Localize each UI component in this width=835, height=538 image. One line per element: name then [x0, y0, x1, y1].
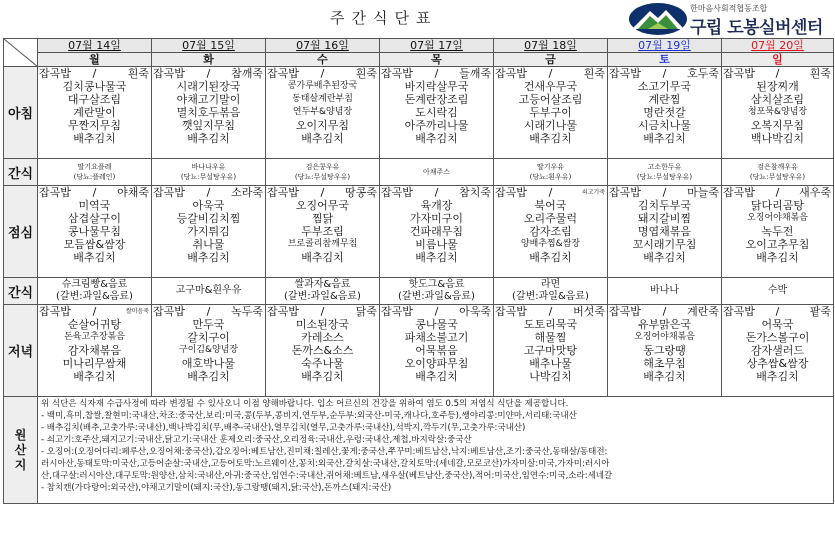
dish-item: 갈치구이	[187, 331, 230, 344]
rice-porridge-line	[38, 67, 151, 80]
lunch-cell	[38, 186, 152, 278]
dish-item: 비름나물	[415, 238, 458, 251]
rice-porridge-line	[608, 186, 721, 199]
dish-item: 닭다리곰탕	[750, 199, 805, 212]
porridge-label: 아욱죽	[459, 305, 491, 318]
separator: /	[434, 186, 439, 199]
snack-item: 바나나	[650, 285, 679, 296]
dish-item: 동그랑땡	[643, 344, 686, 357]
rice-label: 잡곡밥	[267, 67, 299, 80]
dish-item: 오리주물럭	[523, 212, 578, 225]
breakfast-cell	[494, 67, 608, 159]
separator: /	[320, 305, 325, 318]
separator: /	[320, 186, 325, 199]
lunch-cell	[380, 186, 494, 278]
dish-item: 콩가루배추된장국	[287, 81, 358, 91]
dish-item: 육개장	[420, 199, 453, 212]
dish-item: 시금치나물	[637, 119, 692, 132]
porridge-label: 들깨죽	[459, 67, 491, 80]
snack-alt: (당뇨:플레인)	[73, 173, 116, 181]
rice-porridge-line	[266, 305, 379, 318]
dish-item: 배추김치	[73, 132, 116, 145]
separator: /	[206, 67, 211, 80]
separator: /	[548, 67, 553, 80]
origin-line: - 배추김치(배추,고춧가루:국내산),백나박김치(무,배추-국내산),열무김치(열무,고춧가루:국내산),석박지,깍두기(무,고춧가루:국내산)	[41, 423, 526, 433]
dish-item: 김치두부국	[637, 199, 692, 212]
page-title: 주간식단표	[330, 9, 438, 27]
porridge-label: 흰죽	[583, 67, 605, 80]
rice-label: 잡곡밥	[723, 186, 755, 199]
dish-item: 배추김치	[643, 251, 686, 264]
rice-label: 잡곡밥	[381, 186, 413, 199]
lunch-cell	[152, 186, 266, 278]
separator: /	[662, 305, 667, 318]
rice-label: 잡곡밥	[723, 305, 755, 318]
dish-item: 배추김치	[415, 251, 458, 264]
dish-item: 만두국	[192, 318, 225, 331]
rice-porridge-line	[722, 186, 833, 199]
rice-label: 잡곡밥	[267, 186, 299, 199]
porridge-label: 새우죽	[799, 186, 831, 199]
porridge-label: 닭죽	[355, 305, 377, 318]
porridge-label: 쌀미음죽	[125, 308, 149, 315]
snack-item: 고소한두유	[647, 163, 682, 171]
dish-item: 양배추찜&쌈장	[520, 239, 581, 249]
dish-item: 찜닭	[311, 212, 334, 225]
dish-item: 브로콜리참깨무침	[287, 239, 358, 249]
snack-item: 검은참깨우유	[757, 163, 798, 171]
dinner-cell	[38, 305, 152, 397]
dish-item: 야채고기말이	[176, 93, 241, 106]
dish-item: 배추김치	[529, 132, 572, 145]
snack_am-cell	[608, 159, 722, 186]
dish-item: 연두부&양념장	[292, 107, 353, 117]
snack-alt: (갈변:과일&음료)	[284, 291, 361, 302]
date-tue: 07월 15일	[152, 39, 266, 53]
dish-item: 돼지갈비찜	[637, 212, 692, 225]
rice-porridge-line	[494, 186, 607, 199]
dinner-cell	[722, 305, 834, 397]
dish-item: 배추김치	[187, 370, 230, 383]
dish-item: 나박김치	[529, 370, 572, 383]
snack-alt: (당뇨:무설탕우유)	[749, 173, 806, 181]
snack-alt: (갈변:과일&음료)	[398, 291, 475, 302]
separator: /	[662, 186, 667, 199]
porridge-label: 참치죽	[459, 186, 491, 199]
rice-porridge-line	[152, 305, 265, 318]
separator: /	[206, 305, 211, 318]
dinner-cell	[266, 305, 380, 397]
origin-line: - 참치캔(가다랑어:외국산),야채고기말이(돼지:국산),동그랑땡(돼지,닭:국산),돈까스(돼지:국산)	[41, 483, 392, 493]
lunch-cell	[266, 186, 380, 278]
origin-label-char: 지	[14, 457, 27, 472]
porridge-label: 흰죽	[809, 67, 831, 80]
rice-porridge-line	[608, 67, 721, 80]
dish-item: 대구살조림	[67, 93, 122, 106]
snack_pm-cell	[266, 278, 380, 305]
snack-item: 고구마&흰우유	[175, 285, 242, 296]
dish-item: 등갈비김치찜	[176, 212, 241, 225]
weekday-fri: 금	[494, 53, 608, 67]
snack_pm-cell	[38, 278, 152, 305]
dish-item: 돈육고추장볶음	[64, 332, 125, 342]
dish-item: 미나리무쌈채	[62, 357, 127, 370]
dish-item: 배추김치	[301, 370, 344, 383]
porridge-label: 흰죽	[127, 67, 149, 80]
snack_am-cell	[494, 159, 608, 186]
separator: /	[775, 67, 780, 80]
dish-item: 감자조림	[529, 225, 572, 238]
dish-item: 카레소스	[301, 331, 344, 344]
dish-item: 해초무침	[643, 357, 686, 370]
separator: /	[206, 186, 211, 199]
meal-label-snack-pm: 간식	[4, 278, 38, 305]
origin-line: 러시아산,동태토막:미국산,고등어순살:국내산,고등어토막:노르웨이산,꽁치:외국산,갈치살:국내산,갈치토막:(세네갈,모로코산)가자미살:미국,가자미:러시아	[41, 459, 610, 469]
rice-label: 잡곡밥	[381, 67, 413, 80]
weekday-thu: 목	[380, 53, 494, 67]
origin-label	[4, 397, 38, 504]
meal-label-breakfast: 아침	[4, 67, 38, 159]
dish-item: 깻잎지무침	[181, 119, 236, 132]
mountain-logo-icon	[628, 2, 688, 36]
dish-item: 건새우무국	[523, 80, 578, 93]
rice-label: 잡곡밥	[153, 186, 185, 199]
rice-label: 잡곡밥	[609, 305, 641, 318]
dish-item: 무짠지무침	[67, 119, 122, 132]
rice-label: 잡곡밥	[609, 67, 641, 80]
snack_pm-cell	[608, 278, 722, 305]
dish-item: 배추김치	[756, 251, 799, 264]
snack-item: 수박	[767, 285, 788, 296]
dish-item: 해물찜	[534, 331, 567, 344]
breakfast-cell	[722, 67, 834, 159]
rice-label: 잡곡밥	[723, 67, 755, 80]
rice-label: 잡곡밥	[39, 67, 71, 80]
dish-item: 상추쌈&쌈장	[746, 357, 809, 370]
dish-item: 시래기된장국	[176, 80, 241, 93]
separator: /	[92, 67, 97, 80]
diagonal-line	[4, 39, 38, 67]
dish-item: 배추김치	[301, 132, 344, 145]
meal-label-lunch: 점심	[4, 186, 38, 278]
snack-alt: (당뇨:무설탕우유)	[636, 173, 693, 181]
dish-item: 배추김치	[643, 132, 686, 145]
separator: /	[434, 305, 439, 318]
rice-porridge-line	[494, 67, 607, 80]
dish-item: 배추김치	[415, 132, 458, 145]
porridge-label: 땅콩죽	[345, 186, 377, 199]
snack-item: 검은콩우유	[305, 163, 340, 171]
origin-line: - 백미,흑미,찹쌀,찰현미:국내산,차조:중국산,보리:미국,콩(두부,콩비지,연두부,순두부:외국산-미국,캐나다,호주등),쌩야리콩:미얀마,서리태:국내산	[41, 411, 577, 421]
date-thu: 07월 17일	[380, 39, 494, 53]
dish-item: 소고기무국	[637, 80, 692, 93]
rice-porridge-line	[38, 186, 151, 199]
weekday-tue: 화	[152, 53, 266, 67]
snack-item: 딸기요플레	[77, 163, 112, 171]
separator: /	[662, 67, 667, 80]
date-fri: 07월 18일	[494, 39, 608, 53]
snack_am-cell	[722, 159, 834, 186]
separator: /	[548, 186, 553, 199]
rice-porridge-line	[380, 186, 493, 199]
dinner-cell	[380, 305, 494, 397]
dish-item: 북어국	[534, 199, 567, 212]
dish-item: 건파래무침	[409, 225, 464, 238]
rice-porridge-line	[722, 305, 833, 318]
dish-item: 도토리묵국	[523, 318, 578, 331]
snack-item: 슈크림빵&음료	[61, 279, 128, 290]
dish-item: 청포묵&양념장	[747, 107, 808, 117]
origin-label-char: 원	[14, 427, 27, 442]
dish-item: 백나박김치	[750, 132, 805, 145]
dish-item: 배추나물	[529, 357, 572, 370]
dish-item: 콩나물무침	[67, 225, 122, 238]
dish-item: 오복지무침	[750, 119, 805, 132]
dish-item: 도시락김	[415, 106, 458, 119]
snack-item: 쌀과자&음료	[294, 279, 351, 290]
rice-label: 잡곡밥	[495, 186, 527, 199]
origin-line: 위 식단은 식자재 수급사정에 따라 변경될 수 있사오니 이점 양해바랍니다. 입소 어르신의 건강을 위하여 염도 0.5의 저염식 식단을 제공합니다.	[41, 399, 569, 409]
lunch-cell	[608, 186, 722, 278]
weekday-wed: 수	[266, 53, 380, 67]
dish-item: 어묵국	[761, 318, 794, 331]
dish-item: 오이지무침	[295, 119, 350, 132]
snack-item: 바나나우유	[191, 163, 226, 171]
logo-name: 구립 도봉실버센터	[690, 18, 823, 38]
dish-item: 배추김치	[187, 251, 230, 264]
porridge-label: 호두죽	[687, 67, 719, 80]
dish-item: 유부맑은국	[637, 318, 692, 331]
snack-item: 아채주스	[422, 168, 451, 176]
dish-item: 콩나물국	[415, 318, 458, 331]
dish-item: 오징어무국	[295, 199, 350, 212]
dish-item: 애호박나물	[181, 357, 236, 370]
rice-label: 잡곡밥	[39, 186, 71, 199]
dish-item: 어묵볶음	[415, 344, 458, 357]
date-wed: 07월 16일	[266, 39, 380, 53]
dish-item: 동태살계란부침	[292, 94, 353, 104]
rice-porridge-line	[608, 305, 721, 318]
meal-label-snack-am: 간식	[4, 159, 38, 186]
rice-label: 잡곡밥	[267, 305, 299, 318]
dish-item: 두부구이	[529, 106, 572, 119]
dish-item: 순살어귀탕	[67, 318, 122, 331]
rice-porridge-line	[152, 186, 265, 199]
dish-item: 배추김치	[529, 251, 572, 264]
dish-item: 시래기나물	[523, 119, 578, 132]
dish-item: 계란말이	[73, 106, 116, 119]
breakfast-cell	[152, 67, 266, 159]
dish-item: 가지튀김	[187, 225, 230, 238]
porridge-label: 버섯죽	[573, 305, 605, 318]
breakfast-cell	[380, 67, 494, 159]
breakfast-cell	[266, 67, 380, 159]
porridge-label: 쇠고기죽	[581, 189, 605, 196]
rice-label: 잡곡밥	[495, 67, 527, 80]
separator: /	[775, 305, 780, 318]
dinner-cell	[152, 305, 266, 397]
rice-label: 잡곡밥	[153, 67, 185, 80]
porridge-label: 참깨죽	[231, 67, 263, 80]
snack_am-cell	[380, 159, 494, 186]
snack_pm-cell	[722, 278, 834, 305]
lunch-cell	[722, 186, 834, 278]
separator: /	[434, 67, 439, 80]
dish-item: 미역국	[78, 199, 111, 212]
dish-item: 녹두전	[761, 225, 794, 238]
weekday-sat: 토	[608, 53, 722, 67]
dish-item: 배추김치	[73, 251, 116, 264]
dish-item: 배추김치	[756, 370, 799, 383]
separator: /	[92, 186, 97, 199]
dish-item: 삼치살조림	[750, 93, 805, 106]
dish-item: 고등어살조림	[518, 93, 583, 106]
origin-label-char: 산	[14, 442, 27, 457]
snack_am-cell	[38, 159, 152, 186]
dish-item: 숙주나물	[301, 357, 344, 370]
snack-alt: (당뇨:무설탕우유)	[294, 173, 351, 181]
rice-label: 잡곡밥	[495, 305, 527, 318]
dish-item: 가자미구이	[409, 212, 464, 225]
snack-alt: (당뇨:흰우유)	[529, 173, 572, 181]
dish-item: 아주까리나물	[404, 119, 469, 132]
origin-notes	[38, 397, 834, 504]
corner-cell	[4, 39, 38, 67]
separator: /	[775, 186, 780, 199]
snack_pm-cell	[152, 278, 266, 305]
dish-item: 오징어야채볶음	[634, 332, 695, 342]
weekday-mon: 월	[38, 53, 152, 67]
porridge-label: 소라죽	[231, 186, 263, 199]
dish-item: 두부조림	[301, 225, 344, 238]
dish-item: 명란젓갈	[643, 106, 686, 119]
porridge-label: 계란죽	[687, 305, 719, 318]
dinner-cell	[608, 305, 722, 397]
rice-porridge-line	[722, 67, 833, 80]
weekday-sun: 일	[722, 53, 834, 67]
origin-line: 산,대구살:러시아산,대구토막:원양산,삼치:국내산,아귀:중국산,임연수:국내산,쥐어채:베트남,새우살(베트남산,중국산),적어:미국산,임연수:미국,소라:세네갈	[41, 471, 613, 481]
weekly-menu-table	[3, 38, 834, 504]
rice-label: 잡곡밥	[609, 186, 641, 199]
dish-item: 삼겹살구이	[67, 212, 122, 225]
lunch-cell	[494, 186, 608, 278]
dish-item: 오징어야채볶음	[747, 213, 808, 223]
rice-label: 잡곡밥	[153, 305, 185, 318]
snack-item: 핫도그&음료	[408, 279, 465, 290]
snack_pm-cell	[494, 278, 608, 305]
dish-item: 멸치호두볶음	[176, 106, 241, 119]
dish-item: 돈가스볼구이	[745, 331, 810, 344]
dish-item: 배추김치	[643, 370, 686, 383]
porridge-label: 팥죽	[809, 305, 831, 318]
porridge-label: 마늘죽	[687, 186, 719, 199]
dish-item: 아욱국	[192, 199, 225, 212]
snack-alt: (당뇨:무설탕우유)	[180, 173, 237, 181]
dish-item: 명엽채볶음	[637, 225, 692, 238]
dish-item: 꼬시래기무침	[632, 238, 697, 251]
dish-item: 배추김치	[415, 370, 458, 383]
snack-alt: (갈변:과일&음료)	[56, 291, 133, 302]
dish-item: 배추김치	[73, 370, 116, 383]
dinner-cell	[494, 305, 608, 397]
dish-item: 구이김&양념장	[178, 345, 239, 355]
rice-porridge-line	[152, 67, 265, 80]
rice-porridge-line	[266, 67, 379, 80]
rice-porridge-line	[266, 186, 379, 199]
date-sat: 07월 19일	[608, 39, 722, 53]
snack_am-cell	[266, 159, 380, 186]
separator: /	[320, 67, 325, 80]
rice-porridge-line	[494, 305, 607, 318]
dish-item: 감자샐러드	[750, 344, 805, 357]
porridge-label: 흰죽	[355, 67, 377, 80]
origin-line: - 쇠고기:호주산,돼지고기:국내산,닭고기:국내산 훈제오리:중국산,오리정육:국내산,우렁:국내산,제첩,바지락살:중국산	[41, 435, 472, 445]
snack-item: 딸기우유	[536, 163, 565, 171]
dish-item: 오이양파무침	[404, 357, 469, 370]
breakfast-cell	[608, 67, 722, 159]
dish-item: 감자채볶음	[67, 344, 122, 357]
rice-label: 잡곡밥	[39, 305, 71, 318]
dish-item: 김치콩나물국	[62, 80, 127, 93]
origin-line: - 오징어:(오징어다리:페루산,오징어채:중국산),갑오징어:베트남산,진미채:칠레산,꽃게:중국산,쭈꾸미:베트남산,낙지:베트남산,조기:중국산,동태살/동태전:	[41, 447, 608, 457]
dish-item: 파채소불고기	[404, 331, 469, 344]
dish-item: 오이고추무침	[745, 238, 810, 251]
separator: /	[92, 305, 97, 318]
dish-item: 모듬쌈&쌈장	[63, 238, 126, 251]
snack-item: 라면	[540, 279, 561, 290]
snack_pm-cell	[380, 278, 494, 305]
dish-item: 미소된장국	[295, 318, 350, 331]
meal-label-dinner: 저녁	[4, 305, 38, 397]
porridge-label: 야채죽	[117, 186, 149, 199]
dish-item: 배추김치	[187, 132, 230, 145]
dish-item: 배추김치	[301, 251, 344, 264]
porridge-label: 녹두죽	[231, 305, 263, 318]
dish-item: 계란찜	[648, 93, 681, 106]
date-mon: 07월 14일	[38, 39, 152, 53]
center-logo	[628, 2, 833, 36]
breakfast-cell	[38, 67, 152, 159]
rice-porridge-line	[38, 305, 151, 318]
snack_am-cell	[152, 159, 266, 186]
dish-item: 취나물	[192, 238, 225, 251]
dish-item: 고구마맛탕	[523, 344, 578, 357]
dish-item: 돈까스&소스	[291, 344, 354, 357]
separator: /	[548, 305, 553, 318]
date-sun: 07월 20일	[722, 39, 834, 53]
dish-item: 된장찌개	[756, 80, 799, 93]
snack-alt: (갈변:과일&음료)	[512, 291, 589, 302]
rice-porridge-line	[380, 305, 493, 318]
logo-org: 한마음사회적협동조합	[690, 4, 768, 13]
dish-item: 바지락살무국	[404, 80, 469, 93]
rice-porridge-line	[380, 67, 493, 80]
rice-label: 잡곡밥	[381, 305, 413, 318]
dish-item: 돈계란장조림	[404, 93, 469, 106]
